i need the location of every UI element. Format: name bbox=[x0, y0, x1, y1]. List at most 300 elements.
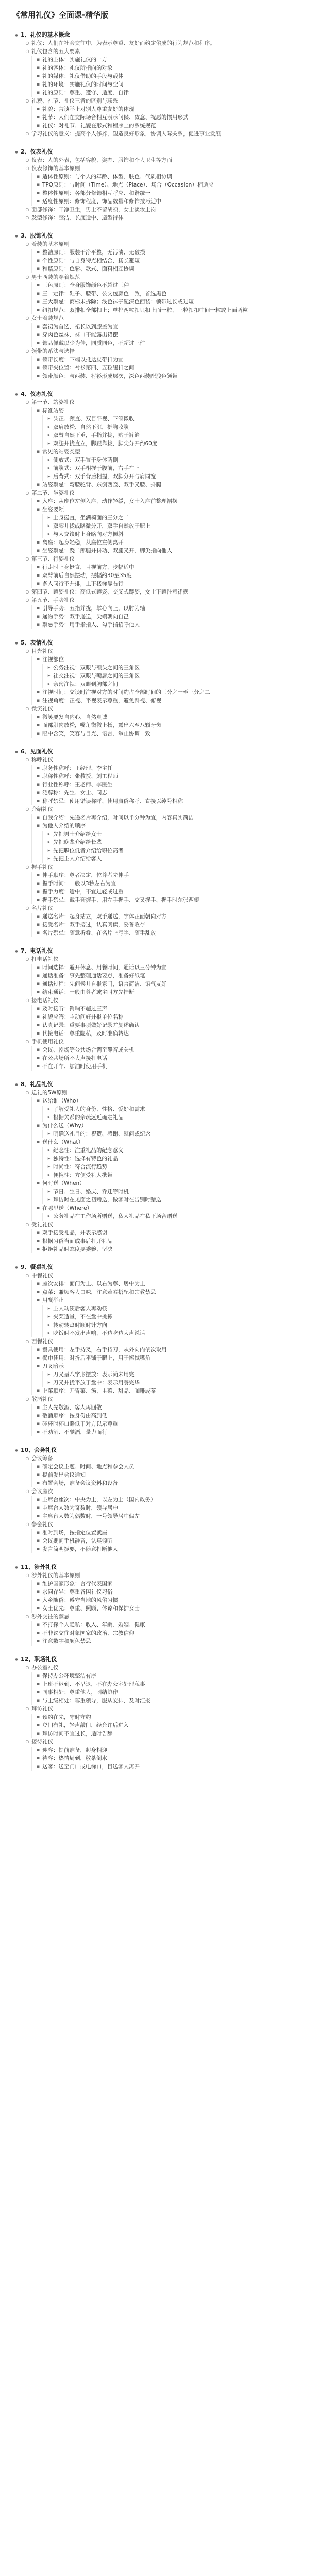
outline-item bbox=[23, 648, 322, 705]
outline-item bbox=[45, 531, 322, 538]
item-row bbox=[34, 448, 322, 456]
bullet-icon bbox=[34, 572, 42, 579]
bullet-icon bbox=[23, 806, 31, 813]
outline-item bbox=[34, 1496, 322, 1504]
bullet-icon bbox=[34, 73, 42, 80]
item-row bbox=[23, 1613, 322, 1621]
outline-item bbox=[23, 48, 322, 97]
outline-item bbox=[45, 1155, 322, 1163]
item-text: 微笑要发自内心，自然真诚 bbox=[42, 714, 107, 720]
item-text: 礼仪包含的五大要素 bbox=[31, 48, 80, 55]
item-text: 主席台人数为奇数时，领导居中 bbox=[42, 1505, 118, 1511]
item-text: 整体性原则：各部分修饰相互呼应、和谐统一 bbox=[42, 190, 150, 196]
bullet-icon bbox=[45, 1305, 53, 1312]
item-row bbox=[23, 1705, 322, 1713]
bullet-icon bbox=[45, 531, 53, 538]
bullet-icon bbox=[34, 613, 42, 620]
outline-item bbox=[34, 1180, 322, 1204]
item-row bbox=[34, 1597, 322, 1604]
item-text: 明确送礼目的：祝贺、感谢、慰问或纪念 bbox=[53, 1131, 150, 1137]
section-header bbox=[12, 639, 322, 647]
item-text: 站姿禁忌：弯腰驼背、东倒西歪、双手叉腰、抖腿 bbox=[42, 482, 161, 488]
outline-item bbox=[34, 880, 322, 888]
bullet-icon bbox=[45, 672, 53, 680]
outline-item bbox=[34, 1730, 322, 1738]
bullet-icon bbox=[12, 1564, 21, 1571]
item-text: 与人交谈时上身略向对方倾斜 bbox=[53, 531, 124, 537]
outline-item bbox=[34, 1546, 322, 1553]
bullet-icon bbox=[34, 1621, 42, 1629]
child-list bbox=[31, 814, 322, 863]
item-row bbox=[34, 972, 322, 980]
section-title: 1、礼仪的基本概念 bbox=[21, 31, 70, 38]
item-text: 根据关系的亲疏远近确定礼品 bbox=[53, 1114, 124, 1121]
item-row bbox=[34, 1689, 322, 1697]
item-text: 主席台座次：中央为上，以左为上（国内政务） bbox=[42, 1497, 156, 1503]
section-gap bbox=[12, 1554, 322, 1563]
bullet-icon bbox=[34, 972, 42, 979]
section-gap bbox=[12, 139, 322, 148]
item-text: 先把男士介绍给女士 bbox=[53, 831, 102, 837]
item-text: 刀叉呈八字形摆放：表示尚未用完 bbox=[53, 1371, 135, 1378]
item-text: 和谐原则：色彩、款式、面料相互协调 bbox=[42, 266, 135, 272]
item-row bbox=[45, 473, 322, 481]
item-row bbox=[34, 580, 322, 588]
outline-item bbox=[23, 1738, 322, 1771]
item-text: 主人动筷后客人再动筷 bbox=[53, 1306, 107, 1312]
bullet-icon bbox=[23, 97, 31, 105]
outline-item bbox=[23, 1705, 322, 1738]
item-text: 接待礼仪 bbox=[31, 1739, 53, 1745]
bullet-icon bbox=[34, 765, 42, 772]
item-row bbox=[34, 498, 322, 505]
outline-item bbox=[45, 440, 322, 448]
outline-item bbox=[34, 506, 322, 538]
child-list bbox=[31, 872, 322, 904]
child-list bbox=[31, 964, 322, 996]
section-header bbox=[12, 1656, 322, 1664]
item-row bbox=[34, 613, 322, 621]
bullet-icon bbox=[12, 639, 21, 647]
child-list bbox=[42, 1305, 322, 1337]
bullet-icon bbox=[45, 1379, 53, 1386]
bullet-icon bbox=[12, 148, 21, 156]
item-text: 受礼礼仪 bbox=[31, 1222, 53, 1228]
bullet-icon bbox=[34, 1180, 42, 1187]
item-row bbox=[34, 1755, 322, 1762]
bullet-icon bbox=[34, 198, 42, 205]
item-text: 了解受礼人的身份、性格、爱好和需求 bbox=[53, 1106, 145, 1112]
item-row bbox=[23, 863, 322, 871]
bullet-icon bbox=[34, 448, 42, 455]
child-list bbox=[31, 1046, 322, 1071]
item-row bbox=[23, 206, 322, 214]
outline-item bbox=[23, 555, 322, 588]
outline-item bbox=[34, 56, 322, 64]
item-text: 领带的系法与选择 bbox=[31, 348, 75, 354]
item-text: 学习礼仪的意义：提高个人修养，塑造良好形象，协调人际关系，促进事业发展 bbox=[31, 131, 221, 137]
bullet-icon bbox=[34, 605, 42, 612]
outline-item bbox=[34, 1621, 322, 1629]
bullet-icon bbox=[34, 1420, 42, 1428]
item-text: 手机使用礼仪 bbox=[31, 1039, 64, 1045]
outline-item bbox=[23, 1221, 322, 1253]
bullet-icon bbox=[45, 1188, 53, 1195]
outline-item bbox=[34, 1122, 322, 1138]
outline-item bbox=[34, 1714, 322, 1721]
bullet-icon bbox=[23, 241, 31, 248]
item-text: 打电话礼仪 bbox=[31, 956, 59, 962]
outline-item bbox=[34, 448, 322, 481]
item-text: 社交注视：双眼与嘴唇之间的三角区 bbox=[53, 673, 140, 679]
item-text: 注视部位 bbox=[42, 656, 64, 663]
bullet-icon bbox=[34, 56, 42, 63]
outline-item bbox=[45, 1305, 322, 1313]
bullet-icon bbox=[45, 440, 53, 447]
outline-item bbox=[34, 980, 322, 988]
bullet-icon bbox=[34, 888, 42, 895]
item-row bbox=[45, 415, 322, 423]
item-text: 在公共场所不大声接打电话 bbox=[42, 1055, 107, 1061]
bullet-icon bbox=[23, 555, 31, 563]
bullet-icon bbox=[34, 621, 42, 629]
item-row bbox=[45, 1196, 322, 1204]
item-row bbox=[34, 1504, 322, 1512]
item-text: 适体性原则：与个人的年龄、体型、肤色、气质相协调 bbox=[42, 174, 172, 180]
outline-item bbox=[23, 399, 322, 489]
item-row bbox=[23, 555, 322, 563]
item-text: 便携性：方便受礼人携带 bbox=[53, 1172, 113, 1178]
section-title: 11、涉外礼仪 bbox=[21, 1564, 57, 1570]
item-row bbox=[45, 1130, 322, 1138]
item-text: 三一定律：鞋子、腰带、公文包颜色一致，首选黑色 bbox=[42, 291, 167, 297]
bullet-icon bbox=[34, 730, 42, 737]
item-row bbox=[34, 340, 322, 347]
item-row bbox=[34, 1537, 322, 1545]
outline-item bbox=[45, 1330, 322, 1337]
item-row bbox=[45, 855, 322, 863]
item-text: 刀叉暗示 bbox=[42, 1363, 64, 1369]
child-list bbox=[21, 1572, 322, 1646]
item-text: 待客：热情周到，敬茶倒水 bbox=[42, 1755, 107, 1761]
item-row bbox=[34, 198, 322, 206]
outline-item bbox=[34, 282, 322, 290]
item-text: 主席台人数为偶数时，一号领导居中偏左 bbox=[42, 1513, 140, 1519]
item-text: 双手接受礼品，并表示感谢 bbox=[42, 1230, 107, 1236]
bullet-icon bbox=[23, 157, 31, 164]
item-row bbox=[34, 798, 322, 805]
item-text: 接电话礼仪 bbox=[31, 997, 59, 1004]
outline-item bbox=[34, 1238, 322, 1245]
section-title: 9、餐桌礼仪 bbox=[21, 1264, 53, 1270]
item-row bbox=[23, 130, 322, 138]
item-row bbox=[34, 64, 322, 72]
child-list bbox=[31, 1714, 322, 1738]
outline-item bbox=[34, 1205, 322, 1221]
outline-item bbox=[45, 1371, 322, 1379]
bullet-icon bbox=[34, 781, 42, 788]
outline-item bbox=[34, 190, 322, 197]
item-row bbox=[34, 181, 322, 189]
outline-item bbox=[45, 1163, 322, 1171]
outline-item bbox=[34, 822, 322, 863]
bullet-icon bbox=[34, 1280, 42, 1287]
bullet-icon bbox=[34, 1605, 42, 1612]
item-text: 先把主人介绍给客人 bbox=[53, 856, 102, 862]
section bbox=[12, 1564, 322, 1646]
item-row bbox=[23, 1521, 322, 1529]
item-row bbox=[34, 1638, 322, 1646]
outline-item bbox=[34, 265, 322, 273]
outline-item bbox=[34, 539, 322, 547]
bullet-icon bbox=[34, 929, 42, 937]
bullet-icon bbox=[34, 1689, 42, 1696]
item-row bbox=[34, 921, 322, 929]
outline-item bbox=[34, 407, 322, 448]
bullet-icon bbox=[34, 1480, 42, 1487]
bullet-icon bbox=[34, 257, 42, 264]
item-text: 求同存异：尊重各国礼仪习俗 bbox=[42, 1589, 113, 1595]
bullet-icon bbox=[34, 1513, 42, 1520]
outline-item bbox=[34, 929, 322, 937]
bullet-icon bbox=[34, 181, 42, 189]
item-text: 礼的环境：实施礼仪的时间与空间 bbox=[42, 81, 124, 88]
bullet-icon bbox=[34, 498, 42, 505]
child-list bbox=[31, 913, 322, 937]
item-text: 领带长度：下端以抵达皮带扣为宜 bbox=[42, 357, 124, 363]
bullet-icon bbox=[34, 798, 42, 805]
child-list bbox=[42, 664, 322, 688]
item-row bbox=[23, 1572, 322, 1580]
outline-item bbox=[23, 214, 322, 222]
item-row bbox=[45, 1371, 322, 1379]
item-row bbox=[34, 372, 322, 380]
bullet-icon bbox=[45, 514, 53, 521]
item-row bbox=[34, 765, 322, 772]
item-text: 双膝并拢或略微分开，双手自然放于腿上 bbox=[53, 523, 150, 529]
item-text: 领带颜色：与西装、衬衫形成层次，深色西装配浅色领带 bbox=[42, 373, 178, 379]
outline-item bbox=[34, 181, 322, 189]
child-list bbox=[31, 1529, 322, 1553]
outline-item bbox=[34, 307, 322, 314]
outline-item bbox=[23, 165, 322, 206]
bullet-icon bbox=[34, 1722, 42, 1729]
item-text: 西餐礼仪 bbox=[31, 1338, 53, 1345]
item-row bbox=[34, 1529, 322, 1537]
bullet-icon bbox=[34, 331, 42, 338]
child-list bbox=[42, 1106, 322, 1122]
item-row bbox=[34, 989, 322, 996]
item-text: 纪念性：注重礼品的纪念意义 bbox=[53, 1147, 124, 1154]
item-text: 递物手势：双手递送，尖端朝向自己 bbox=[42, 614, 129, 620]
section-gap bbox=[12, 381, 322, 390]
child-list bbox=[42, 1188, 322, 1204]
item-row bbox=[45, 423, 322, 431]
outline-item bbox=[34, 1429, 322, 1436]
outline-item bbox=[23, 489, 322, 555]
outline-item bbox=[34, 1504, 322, 1512]
outline-item bbox=[34, 356, 322, 364]
outline-item bbox=[34, 1354, 322, 1362]
outline-item bbox=[23, 157, 322, 164]
bullet-icon bbox=[23, 756, 31, 764]
item-row bbox=[45, 465, 322, 472]
bullet-icon bbox=[45, 1196, 53, 1204]
bullet-icon bbox=[12, 31, 21, 39]
outline-item bbox=[45, 514, 322, 522]
bullet-icon bbox=[34, 1005, 42, 1012]
outline-item bbox=[34, 1229, 322, 1237]
bullet-icon bbox=[34, 1730, 42, 1737]
bullet-icon bbox=[34, 989, 42, 996]
bullet-icon bbox=[23, 214, 31, 222]
item-row bbox=[45, 1330, 322, 1337]
bullet-icon bbox=[34, 814, 42, 821]
item-text: 离座：起身轻稳，从座位左侧离开 bbox=[42, 539, 124, 546]
section-header bbox=[12, 31, 322, 39]
item-text: 拜访时在见面之初赠送，做客时在告别时赠送 bbox=[53, 1197, 161, 1203]
item-row bbox=[23, 806, 322, 814]
item-text: 常见的站姿类型 bbox=[42, 449, 80, 455]
item-row bbox=[34, 730, 322, 738]
outline-item bbox=[34, 81, 322, 89]
item-text: 维护国家形象：言行代表国家 bbox=[42, 1581, 113, 1587]
item-row bbox=[34, 307, 322, 314]
item-row bbox=[34, 773, 322, 781]
bullet-icon bbox=[23, 165, 31, 172]
section-header bbox=[12, 391, 322, 398]
outline-item bbox=[34, 1755, 322, 1762]
outline-item bbox=[34, 1387, 322, 1395]
outline-item bbox=[23, 863, 322, 904]
item-text: 女士优先：尊重、照顾、体谅和保护女士 bbox=[42, 1605, 140, 1612]
item-row bbox=[34, 1097, 322, 1105]
item-row bbox=[34, 1722, 322, 1730]
item-row bbox=[34, 81, 322, 89]
child-list bbox=[31, 1346, 322, 1395]
item-text: 转动转盘时顺时针方向 bbox=[53, 1322, 107, 1328]
child-list bbox=[31, 106, 322, 130]
bullet-icon bbox=[34, 1022, 42, 1029]
bullet-icon bbox=[34, 1580, 42, 1587]
child-list bbox=[31, 1005, 322, 1038]
item-row bbox=[23, 1338, 322, 1346]
item-row bbox=[23, 274, 322, 281]
bullet-icon bbox=[34, 722, 42, 729]
bullet-icon bbox=[34, 1229, 42, 1236]
item-row bbox=[34, 56, 322, 64]
bullet-icon bbox=[34, 1463, 42, 1470]
item-row bbox=[34, 1412, 322, 1420]
item-row bbox=[34, 1246, 322, 1253]
item-row bbox=[34, 1580, 322, 1588]
outline-item bbox=[34, 1697, 322, 1705]
outline-item bbox=[34, 689, 322, 697]
item-text: 握手时间：一般以3秒左右为宜 bbox=[42, 880, 116, 887]
bullet-icon bbox=[34, 1063, 42, 1070]
bullet-icon bbox=[23, 588, 31, 596]
child-list bbox=[21, 956, 322, 1071]
child-list bbox=[31, 56, 322, 97]
section-title: 7、电话礼仪 bbox=[21, 947, 53, 954]
bullet-icon bbox=[34, 580, 42, 587]
section bbox=[12, 639, 322, 738]
section-gap bbox=[12, 938, 322, 947]
item-text: 用餐举止 bbox=[42, 1297, 64, 1303]
bullet-icon bbox=[34, 1747, 42, 1754]
item-text: 迎客：提前准备，起身相迎 bbox=[42, 1747, 107, 1753]
bullet-icon bbox=[45, 1155, 53, 1162]
item-text: 第三节、行姿礼仪 bbox=[31, 556, 75, 562]
item-row bbox=[34, 689, 322, 697]
item-text: 为什么送（Why） bbox=[42, 1123, 87, 1129]
item-row bbox=[34, 1063, 322, 1071]
item-row bbox=[34, 1463, 322, 1471]
outline-item bbox=[45, 831, 322, 838]
bullet-icon bbox=[23, 489, 31, 497]
section-header bbox=[12, 947, 322, 955]
item-row bbox=[23, 97, 322, 105]
bullet-icon bbox=[34, 265, 42, 273]
item-text: 拒绝礼品时态度要委婉、坚决 bbox=[42, 1246, 113, 1252]
item-text: 第五节、手势礼仪 bbox=[31, 597, 75, 603]
bullet-icon bbox=[12, 232, 21, 240]
item-row bbox=[34, 564, 322, 571]
outline-item bbox=[45, 1213, 322, 1221]
child-list bbox=[21, 40, 322, 138]
bullet-icon bbox=[23, 1338, 31, 1345]
outline-item bbox=[23, 1272, 322, 1337]
outline-item bbox=[23, 1664, 322, 1705]
outline-item bbox=[34, 580, 322, 588]
section bbox=[12, 1447, 322, 1553]
outline-item bbox=[34, 1681, 322, 1688]
outline-item bbox=[23, 206, 322, 214]
bullet-icon bbox=[34, 1246, 42, 1253]
item-row bbox=[34, 190, 322, 197]
outline-item bbox=[23, 348, 322, 380]
bullet-icon bbox=[34, 1354, 42, 1362]
bullet-icon bbox=[34, 1471, 42, 1479]
item-text: 布置会场，准备会议资料和设备 bbox=[42, 1480, 118, 1486]
item-text: 双臂自然下垂，手指并拢，贴于裤缝 bbox=[53, 432, 140, 438]
outline-item bbox=[34, 1471, 322, 1479]
section bbox=[12, 148, 322, 222]
outline-item bbox=[34, 173, 322, 181]
bullet-icon bbox=[34, 106, 42, 113]
child-list bbox=[21, 1089, 322, 1253]
bullet-icon bbox=[45, 1106, 53, 1113]
item-row bbox=[34, 789, 322, 797]
bullet-icon bbox=[34, 506, 42, 513]
bullet-icon bbox=[34, 1529, 42, 1536]
bullet-icon bbox=[45, 522, 53, 530]
outline-item bbox=[34, 564, 322, 571]
outline-item bbox=[34, 1097, 322, 1122]
outline-item bbox=[34, 298, 322, 306]
outline-item bbox=[34, 989, 322, 996]
outline-item bbox=[34, 1672, 322, 1680]
item-text: 涉外礼仪的基本原则 bbox=[31, 1572, 80, 1579]
item-row bbox=[45, 1172, 322, 1179]
item-text: 礼貌：言谈举止对别人尊重友好的体现 bbox=[42, 106, 135, 112]
item-text: 后背式：双手背后相握，双脚分开与肩同宽 bbox=[53, 473, 156, 480]
item-text: 不打探个人隐私：收入、年龄、婚姻、健康 bbox=[42, 1622, 145, 1628]
item-text: 职务性称呼：王经理、李主任 bbox=[42, 765, 113, 771]
bullet-icon bbox=[23, 48, 31, 55]
item-row bbox=[34, 1139, 322, 1146]
outline-item bbox=[34, 913, 322, 921]
